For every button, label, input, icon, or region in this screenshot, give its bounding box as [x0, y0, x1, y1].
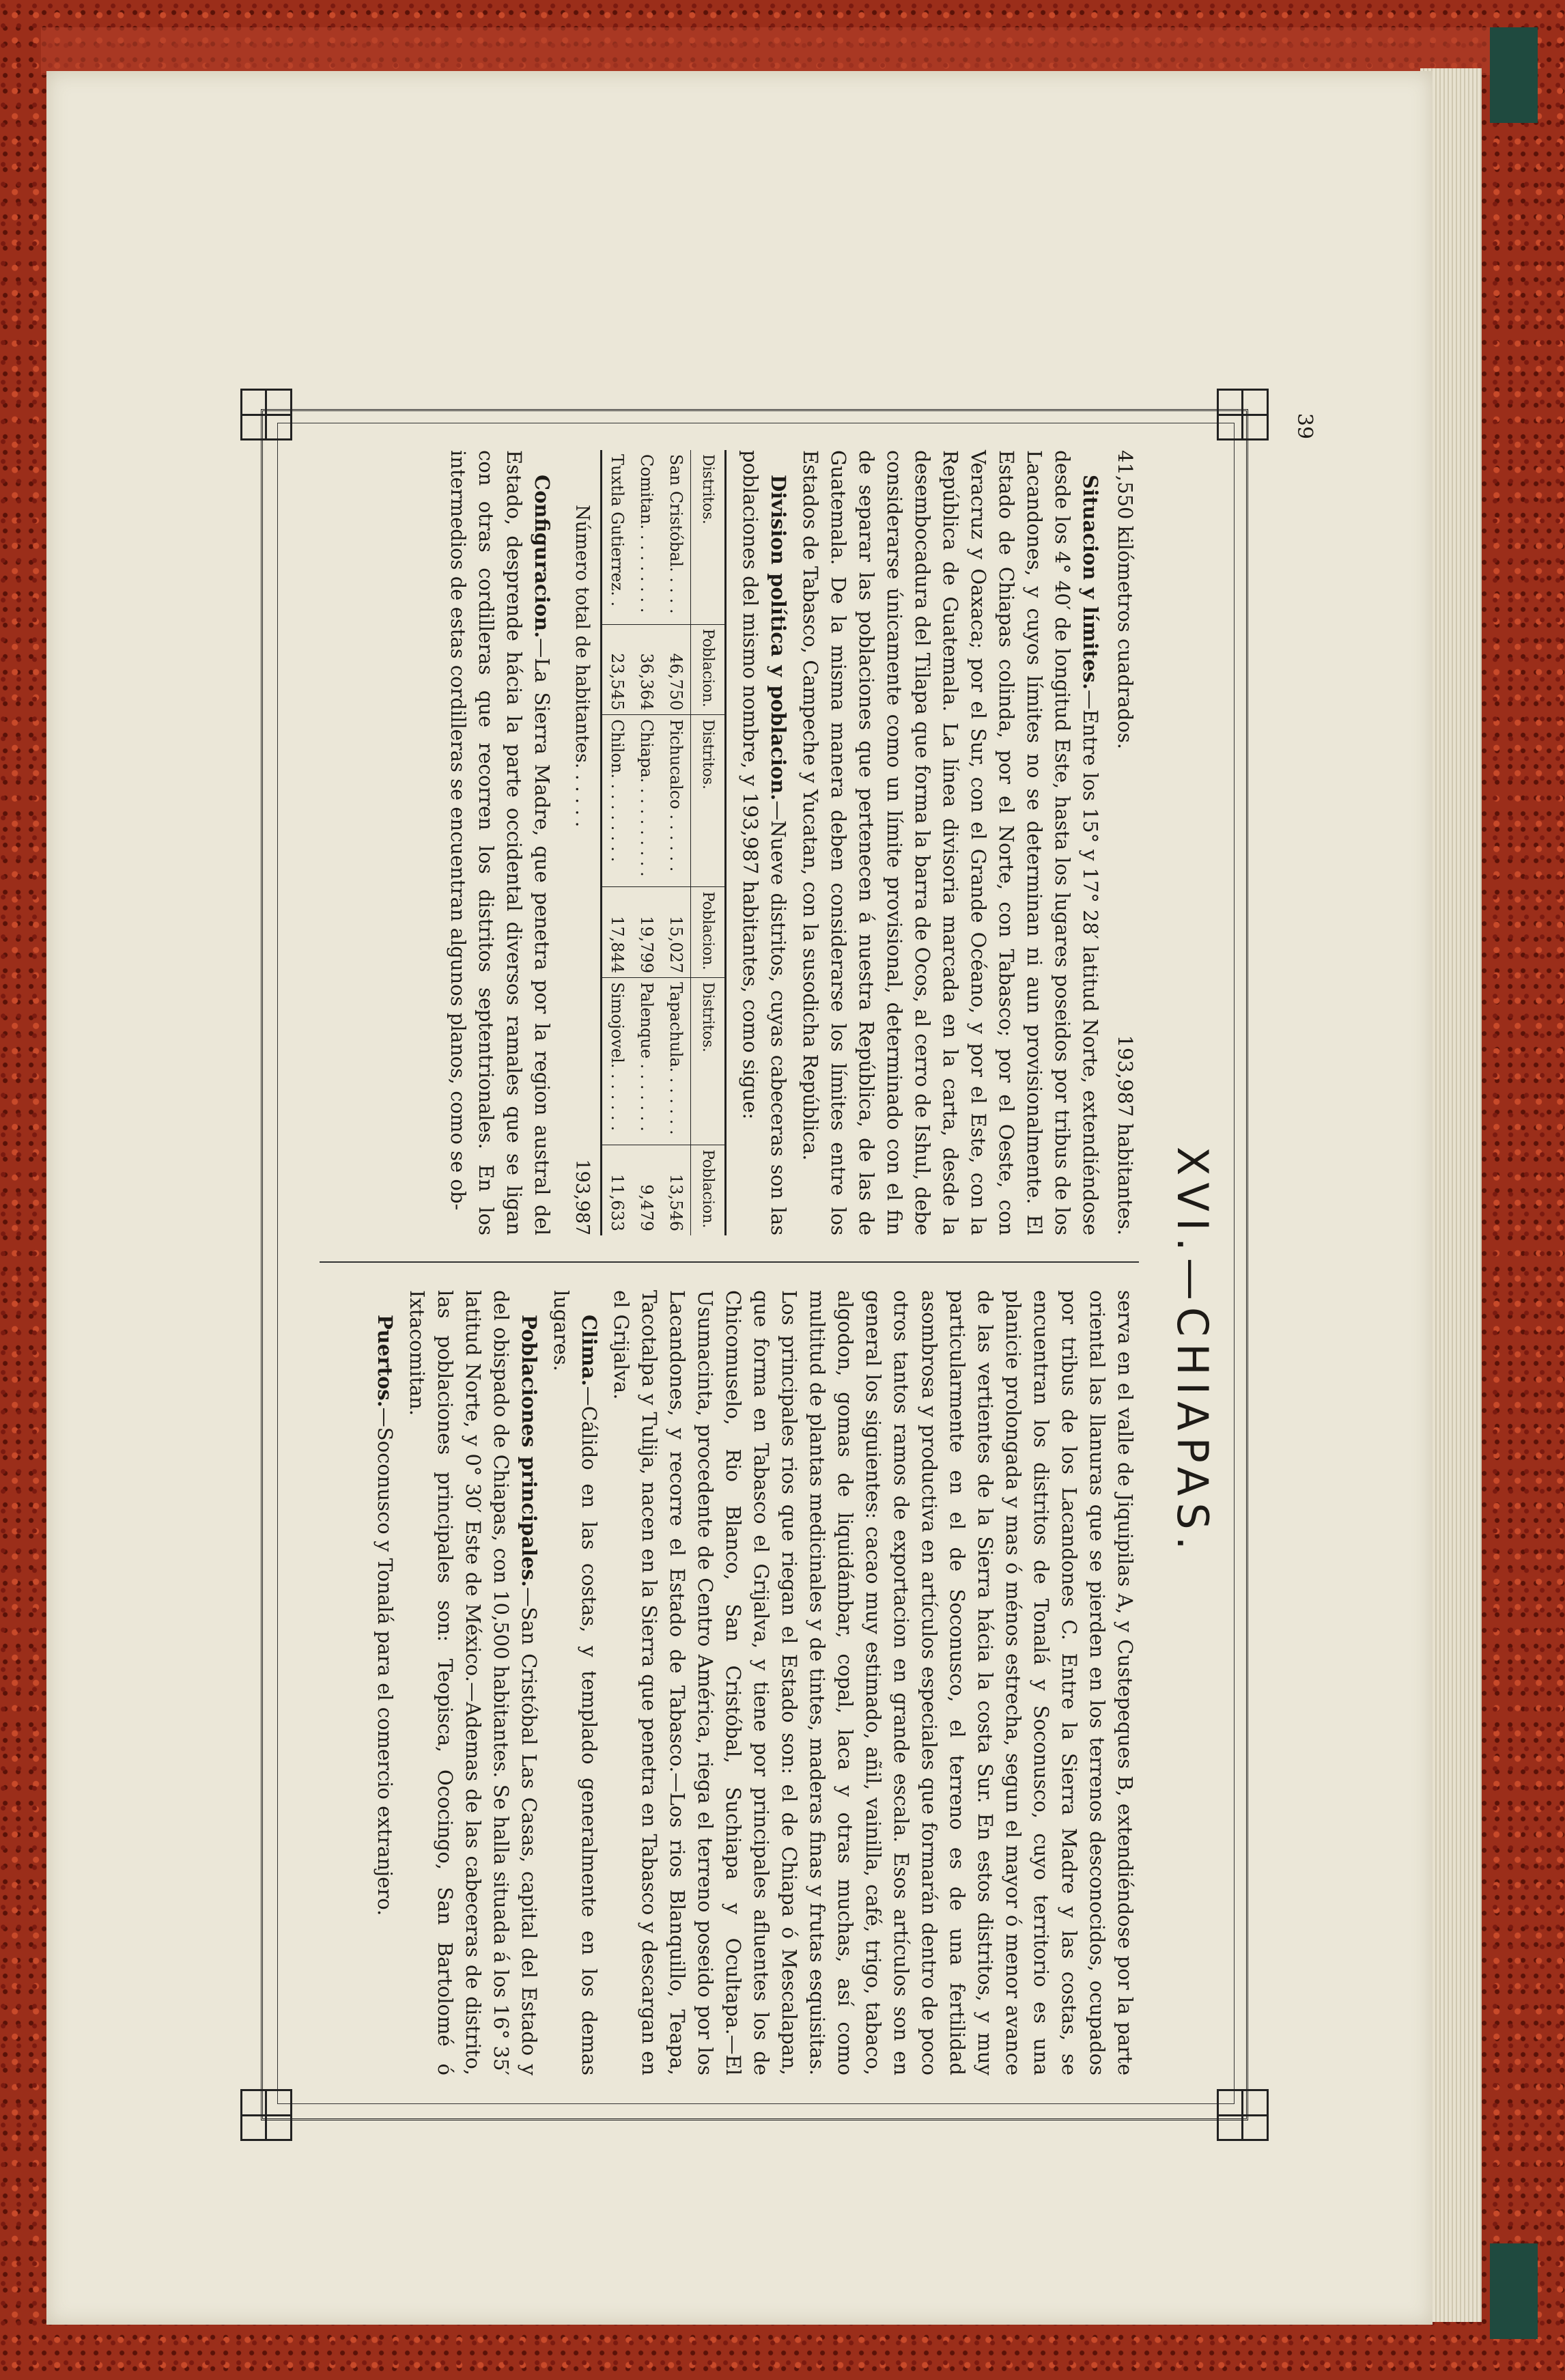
- population-table: [600, 450, 727, 1235]
- cover-corner: [1490, 2243, 1538, 2339]
- table-total: [568, 505, 596, 1235]
- left-column: [440, 450, 1139, 1235]
- table-cell: Comitan. . . . . . . . .: [632, 450, 661, 624]
- corner-ornament: [1217, 389, 1269, 440]
- table-cell: 15,027: [661, 887, 691, 978]
- population: 193,987 habitantes.: [1114, 1035, 1137, 1235]
- table-cell: 36,364: [632, 624, 661, 715]
- text-situacion: —Entre los 15° y 17° 28′ latitud Norte, extendiéndose desde los 4° 40′ de longitud Este, hasta los lugares poseidos por tribus de los Lacandones, y cuyos límites no se determinan ni aun provisionalmente. El Estado de Chiapas colinda, por el Norte, con Tabasco; por el Oeste, con Veracruz y Oaxaca; por el Sur, con el Grande Océano, y por el Este, con la República de Guatemala. La línea divisoria marcada en la carta, desde la desembocadura del Tilapa que forma la barra de Ocos, al cerro de Ishul, debe considerarse únicamente como un límite provisional, determinado con el fin de separar las poblaciones que pertenecen á nuestra República, de las de Guatemala. De la misma manera deben considerarse los límites entre los Estados de Tabasco, Campeche y Yucatan, con la susodicha República.: [799, 450, 1102, 1236]
- column-divider: [320, 1261, 1139, 1263]
- paragraph-poblaciones: [403, 1290, 543, 2075]
- paragraph-division: [736, 450, 792, 1235]
- text-puertos: —Soconusco y Tonalá para el comercio extranjero.: [373, 1407, 397, 1916]
- area: 41,550 kilómetros cuadrados.: [1114, 450, 1137, 750]
- table-cell: 9,479: [637, 1184, 656, 1231]
- table-header-row: [691, 450, 726, 1235]
- table-cell: 11,633: [608, 1174, 627, 1231]
- table-cell: 17,844: [602, 887, 632, 978]
- heading-puertos: Puertos.: [373, 1315, 397, 1408]
- table-cell: 19,799: [632, 887, 661, 978]
- table-cell: Tapachula. . . . . . .: [661, 978, 691, 1145]
- paragraph-puertos: [371, 1290, 399, 2075]
- table-row: [632, 450, 661, 1235]
- table-cell: Chilon. . . . . . . . .: [602, 715, 632, 887]
- table-row: [602, 450, 632, 1235]
- table-cell: 46,750: [661, 624, 691, 715]
- text-poblaciones: —San Cristóbal Las Casas, capital del Estado y del obispado de Chiapas, con 10,500 habitantes. Se halla situada á los 16° 35′ latitud Norte, y 0° 30′ Este de México.—Ademas de las cabeceras de distrito, las poblaciones principales son: Teopisca, Ococingo, San Bartolomé ó Ixtacomitan.: [406, 1290, 541, 2075]
- table-cell: Tuxtla Gutierrez. .: [602, 450, 632, 624]
- text-configuracion: —La Sierra Madre, que penetra por la region austral del Estado, desprende hácia la parte occidental diversos ramales que se ligan con otras cordilleras que recorren los distritos septentrionales. En los intermedios de estas cordilleras se encuentran algunos planos, como se ob-: [447, 450, 554, 1235]
- table-header: Distritos.: [691, 715, 726, 887]
- table-cell: 23,545: [602, 624, 632, 715]
- total-value: 193,987: [572, 1159, 593, 1235]
- table-header: Poblacion.: [691, 1145, 726, 1235]
- table-header: Distritos.: [691, 450, 726, 624]
- total-label: Número total de habitantes. . . . . .: [572, 505, 593, 828]
- rotated-page-content: [183, 307, 1344, 2219]
- heading-poblaciones: Poblaciones principales.: [518, 1315, 541, 1587]
- paragraph-clima: [547, 1290, 603, 2075]
- table-header: Poblacion.: [691, 624, 726, 715]
- paragraph-situacion: [796, 450, 1104, 1235]
- heading-situacion: Situacion y límites.: [1079, 475, 1102, 690]
- table-header: Poblacion.: [691, 887, 726, 978]
- corner-ornament: [240, 389, 292, 440]
- heading-clima: Clima.: [578, 1315, 601, 1386]
- text-clima: —Cálido en las costas, y templado generalmente en los demas lugares.: [550, 1290, 601, 2075]
- table-cell: Palenque . . . . . . .: [632, 978, 661, 1145]
- section-title: XVI.—CHIAPAS.: [1168, 1147, 1217, 1557]
- table-cell: Chiapa. . . . . . . . . .: [632, 715, 661, 887]
- page-number: 39: [1293, 412, 1316, 440]
- cover-edge: [41, 27, 1516, 75]
- paragraph-continued: serva en el valle de Jiquipilas A, y Custepeques B, extendiéndose por la parte oriental las llanuras que se pierden en los terrenos desconocidos, ocupados por tribus de los Lacandones C. Entre la Sierra Madre y las costas, se encuentran los distritos de Tonalá y Soconusco, cuyo territorio es una planicie prolongada y mas ó ménos estrecha, segun el mayor ó menor avance de las vertientes de la Sierra hácia la costa Sur. En estos distritos, y muy particularmente en el de Soconusco, el terreno es de una fertilidad asombrosa y productiva en artículos especiales que formarán dentro de poco otros tantos ramos de exportacion en grande escala. Esos artículos son en general los siguientes: cacao muy estimado, añil, vainilla, café, trigo, tabaco, algodon, gomas de liquidámbar, copal, laca y otras muchas, así como multitud de plantas medicinales y de tintes, maderas finas y frutas esquisitas. Los principales rios que riegan el Estado son: el de Chiapa ó Mescalapan, que forma en Tabasco el Grijalva, y tiene por principales afluentes los de Chicomuselo, Rio Blanco, San Cristóbal, Suchiapa y Ocultapa.—El Usumacinta, procedente de Centro América, riega el terreno poseido por los Lacandones, y recorre el Estado de Tabasco.—Los rios Blanquillo, Teapa, Tacotalpa y Tulija, nacen en la Sierra que penetra en Tabasco y descargan en el Grijalva.: [610, 1290, 1137, 2075]
- table-cell: Simojovel. . . . . . .: [602, 978, 632, 1145]
- paragraph-configuracion: [444, 450, 556, 1235]
- heading-division: Division política y poblacion.: [767, 475, 790, 801]
- table-cell: 13,546: [666, 1174, 686, 1231]
- page: [46, 71, 1433, 2325]
- table-cell: Pichucalco . . . . . .: [661, 715, 691, 887]
- table-header: Distritos.: [691, 978, 726, 1145]
- right-column: [367, 1290, 1139, 2075]
- cover-corner: [1490, 27, 1538, 123]
- heading-configuracion: Configuracion.: [531, 475, 554, 639]
- table-row: [661, 450, 691, 1235]
- text-division: —Nueve distritos, cuyas cabeceras son las poblaciones del mismo nombre, y 193,987 habitantes, como sigue:: [739, 450, 790, 1236]
- area-population-line: [1111, 450, 1139, 1235]
- table-cell: San Cristóbal. . . . .: [661, 450, 691, 624]
- corner-ornament: [1217, 2089, 1269, 2141]
- corner-ornament: [240, 2089, 292, 2141]
